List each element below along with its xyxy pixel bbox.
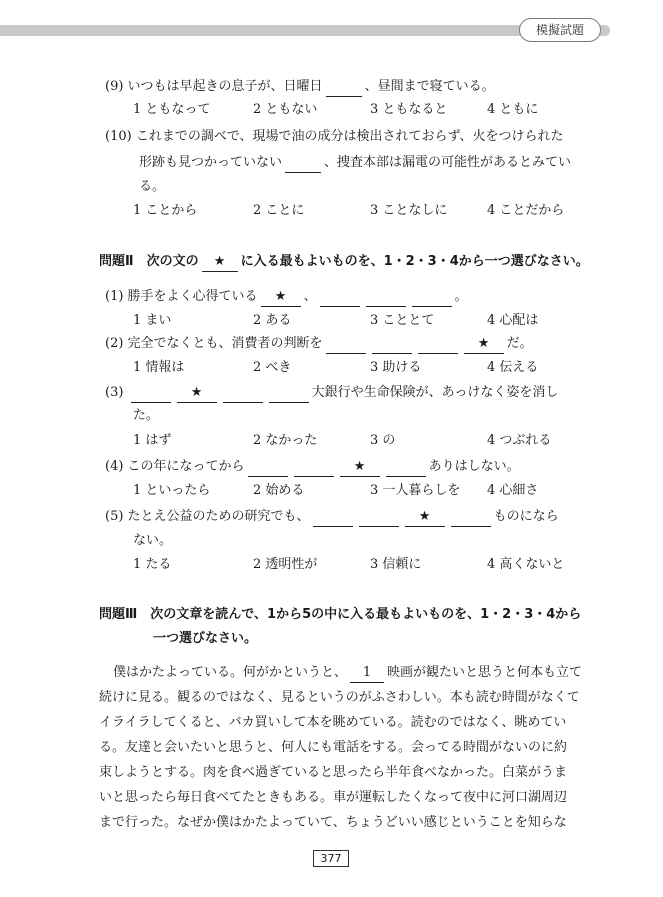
s2q5-choice-1: 1 たる <box>133 557 172 572</box>
answer-blank <box>285 154 321 173</box>
q9-choice-2: 2 ともない <box>253 102 318 117</box>
section-2-heading-pre: 問題Ⅱ 次の文の <box>99 254 199 269</box>
s2q1-text-post: 。 <box>454 289 468 304</box>
s2q2-choice-1: 1 情報は <box>133 360 185 375</box>
s2q3-choice-3: 3 の <box>370 433 396 448</box>
answer-blank <box>223 384 263 403</box>
answer-blank <box>418 335 458 354</box>
q9-choice-1: 1 ともなって <box>133 102 211 117</box>
star-blank: ★ <box>340 458 380 477</box>
passage-text-post: 映画が観たいと思うと何本も立て <box>387 665 583 680</box>
answer-blank <box>451 508 491 527</box>
s2q1-text-pre: (1) 勝手をよく心得ている <box>105 289 258 304</box>
q10-line-1: (10) これまでの調べで、現場で油の成分は検出されておらず、火をつけられた <box>105 129 564 144</box>
s2q2-line <box>105 335 533 354</box>
s2q5-text-post: ものになら <box>493 509 559 524</box>
s2q5-choice-3: 3 信頼に <box>370 557 422 572</box>
answer-blank <box>313 508 353 527</box>
passage-line-5: 束しようとする。肉を食べ過ぎていると思ったら半年食べなかった。白菜がうま <box>99 765 568 780</box>
q10-text-pre: 形跡も見つかっていない <box>139 155 283 170</box>
s2q4-choice-2: 2 始める <box>253 483 305 498</box>
s2q2-text-post: だ。 <box>506 336 533 351</box>
answer-blank <box>294 458 334 477</box>
star-blank: ★ <box>261 288 301 307</box>
star-blank: ★ <box>202 253 238 272</box>
passage-text-pre: 僕はかたよっている。何がかというと、 <box>113 665 348 680</box>
star-blank: ★ <box>177 384 217 403</box>
s2q1-line: (1) 勝手をよく心得ている ★ 、 。 <box>105 288 468 307</box>
q9-text-pre: (9) いつもは早起きの息子が、日曜日 <box>105 79 323 94</box>
answer-blank <box>326 78 362 97</box>
q9-choice-4: 4 ともに <box>487 102 539 117</box>
passage-blank: 1 <box>350 664 384 683</box>
section-2-heading <box>99 253 589 272</box>
passage-line-1 <box>113 664 582 683</box>
s2q1-choice-4: 4 心配は <box>487 313 539 328</box>
answer-blank <box>386 458 426 477</box>
answer-blank <box>359 508 399 527</box>
s2q5-choice-4: 4 高くないと <box>487 557 565 572</box>
s2q3-text-pre: (3) <box>105 385 124 400</box>
s2q4-line <box>105 458 520 477</box>
answer-blank <box>412 288 452 307</box>
answer-blank <box>131 384 171 403</box>
s2q4-text-post: ありはしない。 <box>428 459 520 474</box>
s2q1-choice-1: 1 まい <box>133 313 172 328</box>
s2q4-choice-1: 1 といったら <box>133 483 211 498</box>
answer-blank <box>366 288 406 307</box>
s2q4-text-pre: (4) この年になってから <box>105 459 245 474</box>
section-3-heading-line-1: 問題Ⅲ 次の文章を読んで、1から5の中に入る最もよいものを、1・2・3・4から <box>99 607 582 622</box>
section-2-heading-post: に入る最もよいものを、1・2・3・4から一つ選びなさい。 <box>240 254 589 269</box>
s2q5-text-pre: (5) たとえ公益のための研究でも、 <box>105 509 310 524</box>
answer-blank <box>248 458 288 477</box>
q10-text-post: 、捜査本部は漏電の可能性があるとみてい <box>324 155 572 170</box>
section-tag: 模擬試題 <box>519 18 601 42</box>
s2q3-text-post: 大銀行や生命保険が、あっけなく姿を消し <box>311 385 559 400</box>
s2q5-line-1 <box>105 508 559 527</box>
s2q3-choice-4: 4 つぶれる <box>487 433 552 448</box>
q10-choice-2: 2 ことに <box>253 203 305 218</box>
q9-text-post: 、昼間まで寝ている。 <box>364 79 495 94</box>
section-3-heading-line-2: 一つ選びなさい。 <box>153 631 258 646</box>
s2q4-choice-4: 4 心細さ <box>487 483 539 498</box>
s2q1-choice-2: 2 ある <box>253 313 292 328</box>
star-blank: ★ <box>464 335 504 354</box>
answer-blank <box>269 384 309 403</box>
passage-line-4: る。友達と会いたいと思うと、何人にも電話をする。会ってる時間がないのに約 <box>99 740 568 755</box>
s2q3-choice-1: 1 はず <box>133 433 172 448</box>
s2q3-line-1 <box>105 384 558 403</box>
answer-blank <box>326 335 366 354</box>
passage-line-7: まで行った。なぜか僕はかたよっていて、ちょうどいい感じということを知らな <box>99 815 567 830</box>
star-blank: ★ <box>405 508 445 527</box>
s2q2-text-pre: (2) 完全でなくとも、消費者の判断を <box>105 336 323 351</box>
s2q2-choice-3: 3 助ける <box>370 360 422 375</box>
q9-line <box>105 78 495 97</box>
s2q5-line-2: ない。 <box>133 533 173 548</box>
q10-line-2 <box>139 154 571 173</box>
s2q2-choice-4: 4 伝える <box>487 360 539 375</box>
page-number: 377 <box>313 850 349 867</box>
s2q2-choice-2: 2 べき <box>253 360 292 375</box>
passage-line-2: 続けに見る。観るのではなく、見るというのがふさわしい。本も読む時間がなくて <box>99 690 580 705</box>
passage-line-3: イライラしてくると、バカ買いして本を眺めている。読むのではなく、眺めてい <box>99 715 567 730</box>
passage-line-6: いと思ったら毎日食べてたときもある。車が運転したくなって夜中に河口湖周辺 <box>99 790 568 805</box>
q10-line-3: る。 <box>139 179 166 194</box>
q10-choice-4: 4 ことだから <box>487 203 565 218</box>
s2q3-choice-2: 2 なかった <box>253 433 318 448</box>
q9-choice-3: 3 ともなると <box>370 102 448 117</box>
s2q5-choice-2: 2 透明性が <box>253 557 318 572</box>
answer-blank <box>320 288 360 307</box>
answer-blank <box>372 335 412 354</box>
q10-choice-1: 1 ことから <box>133 203 198 218</box>
s2q4-choice-3: 3 一人暮らしを <box>370 483 461 498</box>
s2q1-choice-3: 3 こととて <box>370 313 435 328</box>
q10-choice-3: 3 ことなしに <box>370 203 448 218</box>
s2q3-line-2: た。 <box>133 408 160 423</box>
